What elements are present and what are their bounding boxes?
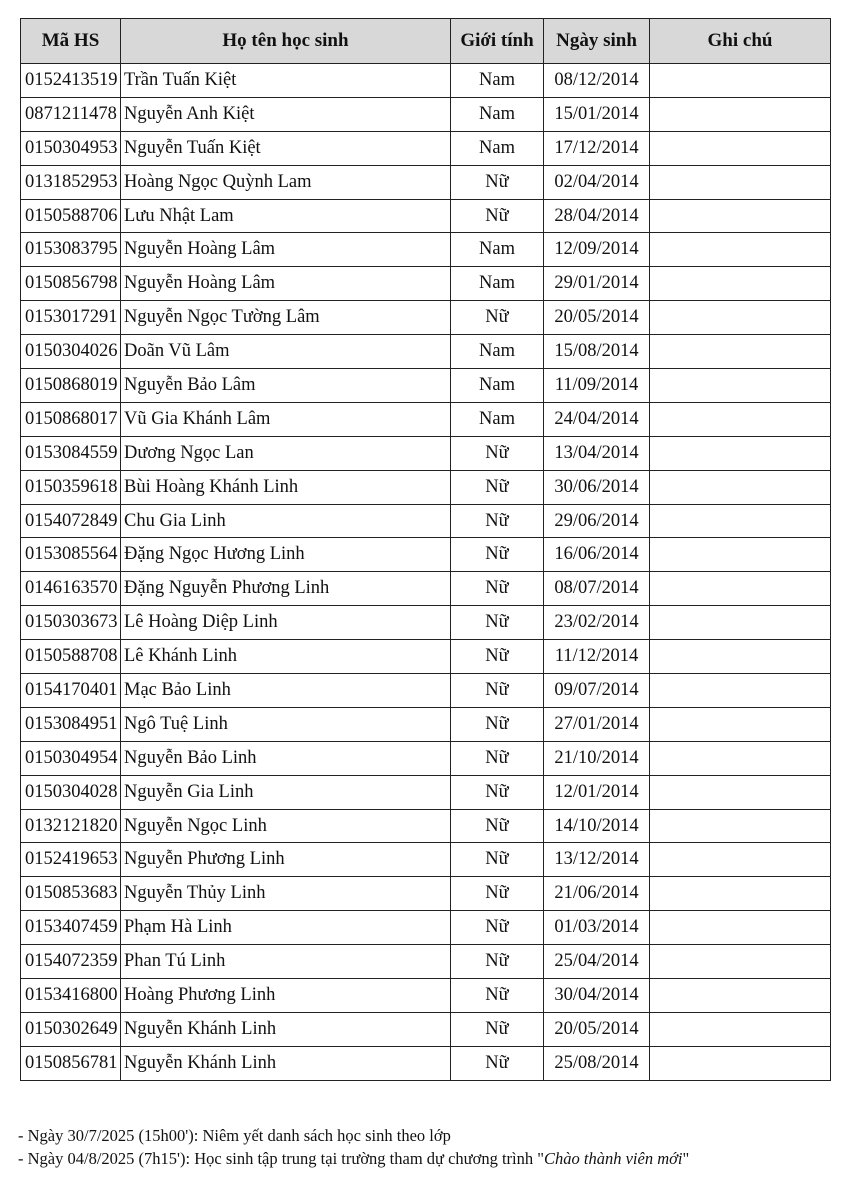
student-name-cell: Phạm Hà Linh	[121, 911, 451, 945]
student-code-cell: 0150302649	[21, 1012, 121, 1046]
date-of-birth-cell: 27/01/2014	[544, 707, 650, 741]
gender-cell: Nữ	[451, 809, 544, 843]
note-cell	[650, 775, 831, 809]
gender-cell: Nữ	[451, 979, 544, 1013]
date-of-birth-cell: 09/07/2014	[544, 674, 650, 708]
date-of-birth-cell: 23/02/2014	[544, 606, 650, 640]
note-cell	[650, 369, 831, 403]
table-row	[21, 775, 831, 809]
note-cell	[650, 606, 831, 640]
note-cell	[650, 741, 831, 775]
header-gender: Giới tính	[451, 19, 544, 64]
gender-cell: Nữ	[451, 1012, 544, 1046]
student-code-cell: 0150304028	[21, 775, 121, 809]
student-code-cell: 0150856781	[21, 1046, 121, 1080]
table-row	[21, 369, 831, 403]
date-of-birth-cell: 21/06/2014	[544, 877, 650, 911]
note-cell	[650, 131, 831, 165]
table-row	[21, 1046, 831, 1080]
date-of-birth-cell: 12/01/2014	[544, 775, 650, 809]
student-name-cell: Đặng Ngọc Hương Linh	[121, 538, 451, 572]
student-name-cell: Nguyễn Thủy Linh	[121, 877, 451, 911]
table-row	[21, 707, 831, 741]
table-row	[21, 674, 831, 708]
note-cell	[650, 674, 831, 708]
note-cell	[650, 233, 831, 267]
student-name-cell: Nguyễn Khánh Linh	[121, 1046, 451, 1080]
gender-cell: Nữ	[451, 775, 544, 809]
student-code-cell: 0154072359	[21, 945, 121, 979]
date-of-birth-cell: 08/07/2014	[544, 572, 650, 606]
note-cell	[650, 436, 831, 470]
student-name-cell: Nguyễn Phương Linh	[121, 843, 451, 877]
gender-cell: Nữ	[451, 606, 544, 640]
student-code-cell: 0153083795	[21, 233, 121, 267]
note-cell	[650, 911, 831, 945]
gender-cell: Nữ	[451, 504, 544, 538]
date-of-birth-cell: 28/04/2014	[544, 199, 650, 233]
student-name-cell: Nguyễn Bảo Lâm	[121, 369, 451, 403]
student-name-cell: Phan Tú Linh	[121, 945, 451, 979]
note-cell	[650, 199, 831, 233]
gender-cell: Nữ	[451, 707, 544, 741]
student-name-cell: Nguyễn Anh Kiệt	[121, 97, 451, 131]
table-row	[21, 402, 831, 436]
date-of-birth-cell: 21/10/2014	[544, 741, 650, 775]
gender-cell: Nữ	[451, 538, 544, 572]
student-name-cell: Nguyễn Khánh Linh	[121, 1012, 451, 1046]
student-name-cell: Lê Hoàng Diệp Linh	[121, 606, 451, 640]
table-row	[21, 809, 831, 843]
date-of-birth-cell: 14/10/2014	[544, 809, 650, 843]
gender-cell: Nữ	[451, 945, 544, 979]
gender-cell: Nữ	[451, 911, 544, 945]
student-name-cell: Nguyễn Gia Linh	[121, 775, 451, 809]
note-cell	[650, 301, 831, 335]
student-code-cell: 0871211478	[21, 97, 121, 131]
note-cell	[650, 640, 831, 674]
note-cell	[650, 97, 831, 131]
student-code-cell: 0153017291	[21, 301, 121, 335]
student-name-cell: Vũ Gia Khánh Lâm	[121, 402, 451, 436]
header-date-of-birth: Ngày sinh	[544, 19, 650, 64]
note-cell	[650, 470, 831, 504]
date-of-birth-cell: 30/04/2014	[544, 979, 650, 1013]
student-name-cell: Bùi Hoàng Khánh Linh	[121, 470, 451, 504]
table-row	[21, 843, 831, 877]
student-code-cell: 0153084559	[21, 436, 121, 470]
date-of-birth-cell: 29/01/2014	[544, 267, 650, 301]
table-row	[21, 97, 831, 131]
date-of-birth-cell: 30/06/2014	[544, 470, 650, 504]
gender-cell: Nam	[451, 97, 544, 131]
student-code-cell: 0150303673	[21, 606, 121, 640]
footer-notes	[18, 1124, 689, 1170]
student-name-cell: Mạc Bảo Linh	[121, 674, 451, 708]
table-row	[21, 165, 831, 199]
note-line-1: - Ngày 30/7/2025 (15h00'): Niêm yết danh sách học sinh theo lớp	[18, 1126, 451, 1145]
student-code-cell: 0152413519	[21, 64, 121, 98]
gender-cell: Nam	[451, 131, 544, 165]
note-cell	[650, 504, 831, 538]
table-row	[21, 436, 831, 470]
date-of-birth-cell: 16/06/2014	[544, 538, 650, 572]
note-cell	[650, 1012, 831, 1046]
student-code-cell: 0153084951	[21, 707, 121, 741]
date-of-birth-cell: 13/12/2014	[544, 843, 650, 877]
student-name-cell: Hoàng Phương Linh	[121, 979, 451, 1013]
student-table	[20, 18, 831, 1081]
student-code-cell: 0153416800	[21, 979, 121, 1013]
gender-cell: Nữ	[451, 199, 544, 233]
note-cell	[650, 64, 831, 98]
table-row	[21, 131, 831, 165]
student-code-cell: 0153085564	[21, 538, 121, 572]
note-cell	[650, 1046, 831, 1080]
table-row	[21, 877, 831, 911]
student-code-cell: 0150359618	[21, 470, 121, 504]
student-name-cell: Lê Khánh Linh	[121, 640, 451, 674]
student-name-cell: Nguyễn Hoàng Lâm	[121, 233, 451, 267]
gender-cell: Nam	[451, 64, 544, 98]
table-header-row	[21, 19, 831, 64]
note-cell	[650, 843, 831, 877]
student-code-cell: 0150588706	[21, 199, 121, 233]
note-line-2-prefix: - Ngày 04/8/2025 (7h15'): Học sinh tập trung tại trường tham dự chương trình "	[18, 1149, 544, 1168]
gender-cell: Nữ	[451, 470, 544, 504]
gender-cell: Nam	[451, 233, 544, 267]
date-of-birth-cell: 01/03/2014	[544, 911, 650, 945]
table-row	[21, 335, 831, 369]
student-name-cell: Dương Ngọc Lan	[121, 436, 451, 470]
date-of-birth-cell: 20/05/2014	[544, 1012, 650, 1046]
student-name-cell: Chu Gia Linh	[121, 504, 451, 538]
note-line-2	[18, 1147, 689, 1170]
table-row	[21, 945, 831, 979]
student-code-cell: 0150856798	[21, 267, 121, 301]
note-cell	[650, 809, 831, 843]
gender-cell: Nữ	[451, 674, 544, 708]
gender-cell: Nữ	[451, 877, 544, 911]
header-student-code: Mã HS	[21, 19, 121, 64]
table-row	[21, 741, 831, 775]
student-code-cell: 0150304026	[21, 335, 121, 369]
student-code-cell: 0146163570	[21, 572, 121, 606]
date-of-birth-cell: 24/04/2014	[544, 402, 650, 436]
gender-cell: Nam	[451, 335, 544, 369]
gender-cell: Nữ	[451, 165, 544, 199]
date-of-birth-cell: 12/09/2014	[544, 233, 650, 267]
date-of-birth-cell: 15/01/2014	[544, 97, 650, 131]
table-row	[21, 911, 831, 945]
student-code-cell: 0132121820	[21, 809, 121, 843]
student-code-cell: 0131852953	[21, 165, 121, 199]
student-name-cell: Ngô Tuệ Linh	[121, 707, 451, 741]
gender-cell: Nữ	[451, 436, 544, 470]
student-name-cell: Nguyễn Tuấn Kiệt	[121, 131, 451, 165]
date-of-birth-cell: 29/06/2014	[544, 504, 650, 538]
gender-cell: Nữ	[451, 741, 544, 775]
note-line-2-program-name: Chào thành viên mới	[544, 1149, 683, 1168]
table-row	[21, 233, 831, 267]
student-name-cell: Đặng Nguyễn Phương Linh	[121, 572, 451, 606]
date-of-birth-cell: 11/12/2014	[544, 640, 650, 674]
date-of-birth-cell: 20/05/2014	[544, 301, 650, 335]
gender-cell: Nữ	[451, 640, 544, 674]
date-of-birth-cell: 02/04/2014	[544, 165, 650, 199]
gender-cell: Nam	[451, 402, 544, 436]
note-cell	[650, 877, 831, 911]
table-row	[21, 470, 831, 504]
date-of-birth-cell: 15/08/2014	[544, 335, 650, 369]
table-row	[21, 301, 831, 335]
student-code-cell: 0150304954	[21, 741, 121, 775]
student-name-cell: Doãn Vũ Lâm	[121, 335, 451, 369]
student-code-cell: 0150868019	[21, 369, 121, 403]
student-code-cell: 0152419653	[21, 843, 121, 877]
date-of-birth-cell: 25/04/2014	[544, 945, 650, 979]
student-code-cell: 0150588708	[21, 640, 121, 674]
student-code-cell: 0154072849	[21, 504, 121, 538]
student-name-cell: Trần Tuấn Kiệt	[121, 64, 451, 98]
note-cell	[650, 165, 831, 199]
gender-cell: Nam	[451, 267, 544, 301]
note-cell	[650, 945, 831, 979]
date-of-birth-cell: 08/12/2014	[544, 64, 650, 98]
table-row	[21, 572, 831, 606]
note-cell	[650, 335, 831, 369]
student-name-cell: Nguyễn Bảo Linh	[121, 741, 451, 775]
gender-cell: Nam	[451, 369, 544, 403]
student-name-cell: Nguyễn Ngọc Linh	[121, 809, 451, 843]
table-row	[21, 538, 831, 572]
student-code-cell: 0153407459	[21, 911, 121, 945]
header-notes: Ghi chú	[650, 19, 831, 64]
student-code-cell: 0150853683	[21, 877, 121, 911]
gender-cell: Nữ	[451, 572, 544, 606]
table-row	[21, 979, 831, 1013]
note-cell	[650, 538, 831, 572]
table-row	[21, 1012, 831, 1046]
student-code-cell: 0154170401	[21, 674, 121, 708]
student-code-cell: 0150868017	[21, 402, 121, 436]
date-of-birth-cell: 11/09/2014	[544, 369, 650, 403]
student-name-cell: Hoàng Ngọc Quỳnh Lam	[121, 165, 451, 199]
note-cell	[650, 402, 831, 436]
student-name-cell: Lưu Nhật Lam	[121, 199, 451, 233]
student-name-cell: Nguyễn Hoàng Lâm	[121, 267, 451, 301]
gender-cell: Nữ	[451, 843, 544, 877]
student-name-cell: Nguyễn Ngọc Tường Lâm	[121, 301, 451, 335]
date-of-birth-cell: 13/04/2014	[544, 436, 650, 470]
gender-cell: Nữ	[451, 1046, 544, 1080]
table-row	[21, 64, 831, 98]
header-student-name: Họ tên học sinh	[121, 19, 451, 64]
note-cell	[650, 707, 831, 741]
table-row	[21, 199, 831, 233]
table-row	[21, 504, 831, 538]
note-cell	[650, 267, 831, 301]
gender-cell: Nữ	[451, 301, 544, 335]
table-row	[21, 640, 831, 674]
table-row	[21, 606, 831, 640]
note-line-2-suffix: "	[682, 1149, 690, 1168]
date-of-birth-cell: 25/08/2014	[544, 1046, 650, 1080]
note-cell	[650, 572, 831, 606]
table-row	[21, 267, 831, 301]
student-code-cell: 0150304953	[21, 131, 121, 165]
note-cell	[650, 979, 831, 1013]
date-of-birth-cell: 17/12/2014	[544, 131, 650, 165]
